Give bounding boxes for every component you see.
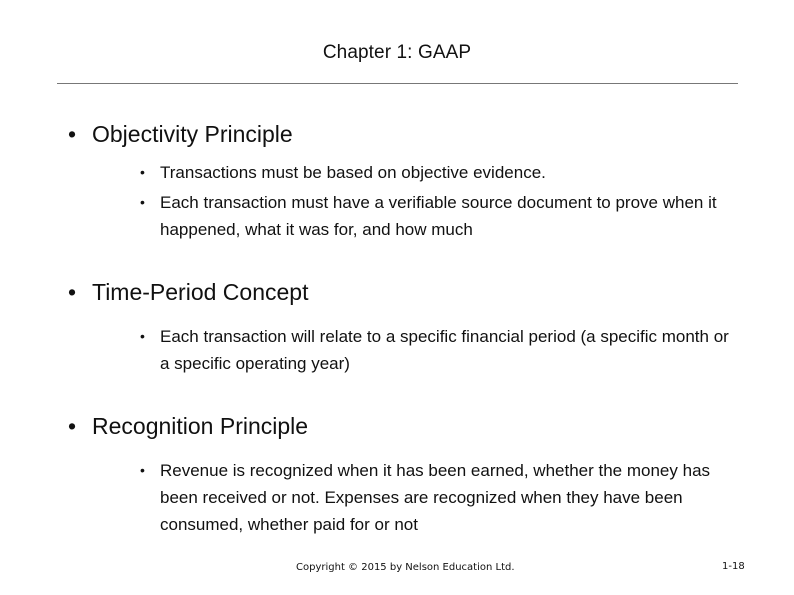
- section-heading-time-period: [68, 279, 308, 306]
- section-heading-objectivity: [68, 121, 293, 148]
- section-heading-text: Time-Period Concept: [92, 279, 309, 305]
- list-item: [140, 457, 740, 538]
- list-item: [140, 189, 740, 243]
- section-heading-recognition: [68, 413, 308, 440]
- list-item-text: Each transaction will relate to a specific financial period (a specific month or a specific operating year): [160, 327, 729, 373]
- bullet-icon: •: [68, 279, 77, 305]
- list-item: [140, 323, 740, 377]
- title-divider: [57, 83, 738, 84]
- bullet-icon: •: [140, 164, 145, 180]
- list-item-text: Revenue is recognized when it has been earned, whether the money has been received or not. Expenses are recognized when they have been consumed, whether paid for or not: [160, 461, 711, 534]
- list-item-text: Transactions must be based on objective evidence.: [160, 163, 546, 182]
- footer-copyright: Copyright © 2015 by Nelson Education Ltd.: [296, 562, 515, 573]
- bullet-icon: •: [140, 462, 145, 478]
- slide-title: Chapter 1: GAAP: [322, 42, 472, 63]
- list-item: [140, 159, 740, 186]
- section-heading-text: Objectivity Principle: [92, 121, 293, 147]
- bullet-icon: •: [140, 194, 145, 210]
- page-number: 1-18: [722, 561, 745, 572]
- list-item-text: Each transaction must have a verifiable source document to prove when it happened, what it was for, and how much: [160, 193, 717, 239]
- bullet-icon: •: [68, 121, 77, 147]
- section-heading-text: Recognition Principle: [92, 413, 309, 439]
- bullet-icon: •: [68, 413, 77, 439]
- bullet-icon: •: [140, 328, 145, 344]
